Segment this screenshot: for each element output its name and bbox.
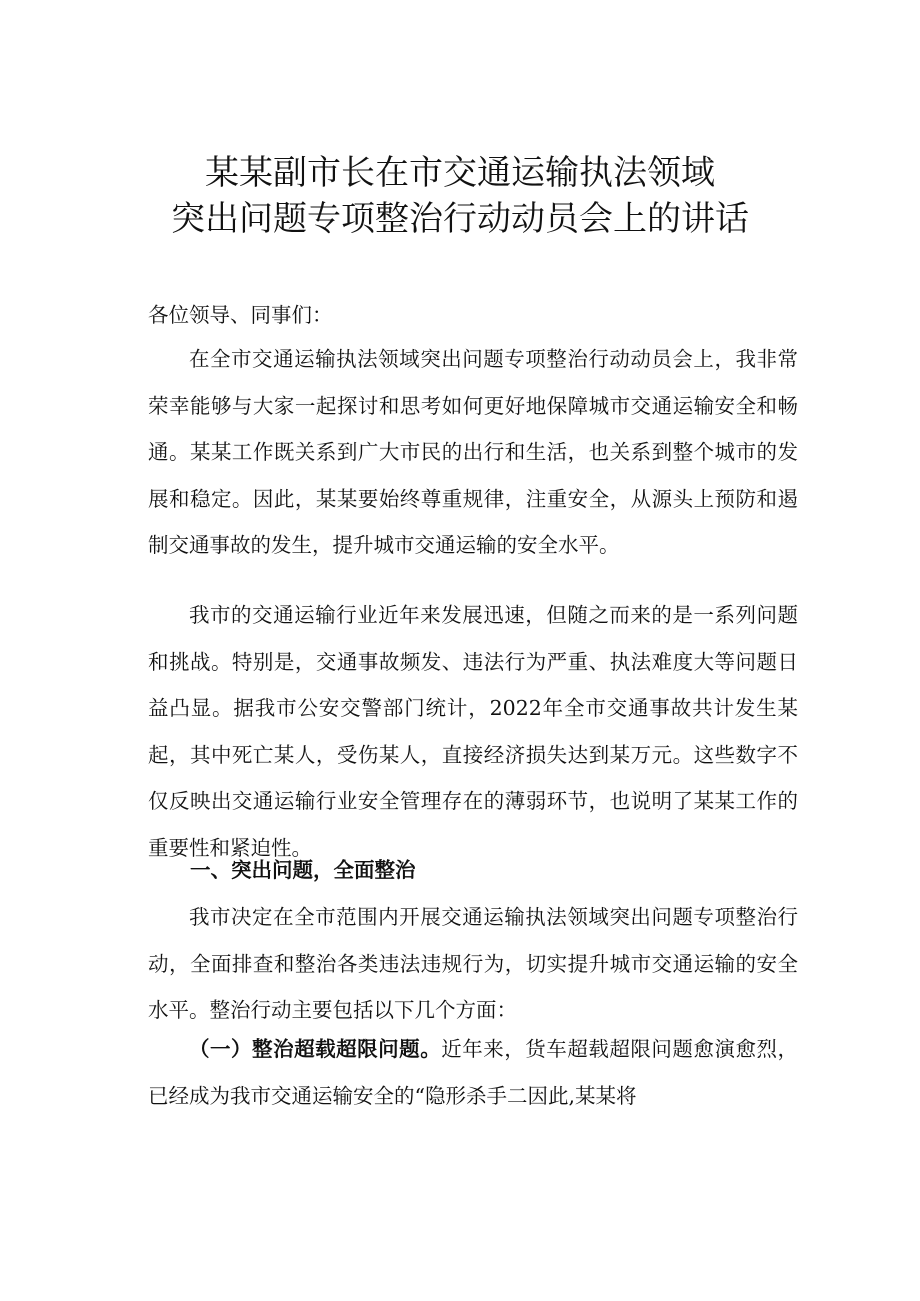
item-lead-heading: （一）整治超载超限问题。	[189, 1037, 442, 1061]
paragraph-text: 我市的交通运输行业近年来发展迅速，但随之而来的是一系列问题和挑战。特别是，交通事故频发、违法行为严重、执法难度大等问题日益凸显。据我市公安交警部门统计，2022年全市交通事故共计发生某起，其中死亡某人，受伤某人，直接经济损失达到某万元。这些数字不仅反映出交通运输行业安全管理存在的薄弱环节，也说明了某某工作的重要性和紧迫性。	[148, 603, 798, 860]
paragraph-text: 我市决定在全市范围内开展交通运输执法领域突出问题专项整治行动，全面排查和整治各类违法违规行为，切实提升城市交通运输的安全水平。整治行动主要包括以下几个方面：	[148, 905, 798, 1022]
paragraph-text: 在全市交通运输执法领域突出问题专项整治行动动员会上，我非常荣幸能够与大家一起探讨和思考如何更好地保障城市交通运输安全和畅通。某某工作既关系到广大市民的出行和生活，也关系到整个城市的发展和稳定。因此，某某要始终尊重规律，注重安全，从源头上预防和遏制交通事故的发生，提升城市交通运输的安全水平。	[148, 347, 798, 557]
section-heading: 一、突出问题，全面整治	[190, 858, 416, 882]
document-title-line-2: 突出问题专项整治行动动员会上的讲话	[171, 199, 749, 239]
paragraph-item-1	[148, 1026, 798, 1119]
paragraph-background	[148, 592, 798, 871]
salutation: 各位领导、同事们：	[148, 303, 333, 327]
paragraph-intro	[148, 336, 798, 569]
paragraph-text	[148, 1026, 798, 1119]
item-body-text: 近年来，货车超载超限问题愈演愈烈，已经成为我市交通运输安全的“隐形杀手二因此,某某将	[148, 1037, 799, 1108]
paragraph-section-intro	[148, 894, 798, 1034]
document-title-line-1: 某某副市长在市交通运输执法领域	[205, 153, 715, 193]
